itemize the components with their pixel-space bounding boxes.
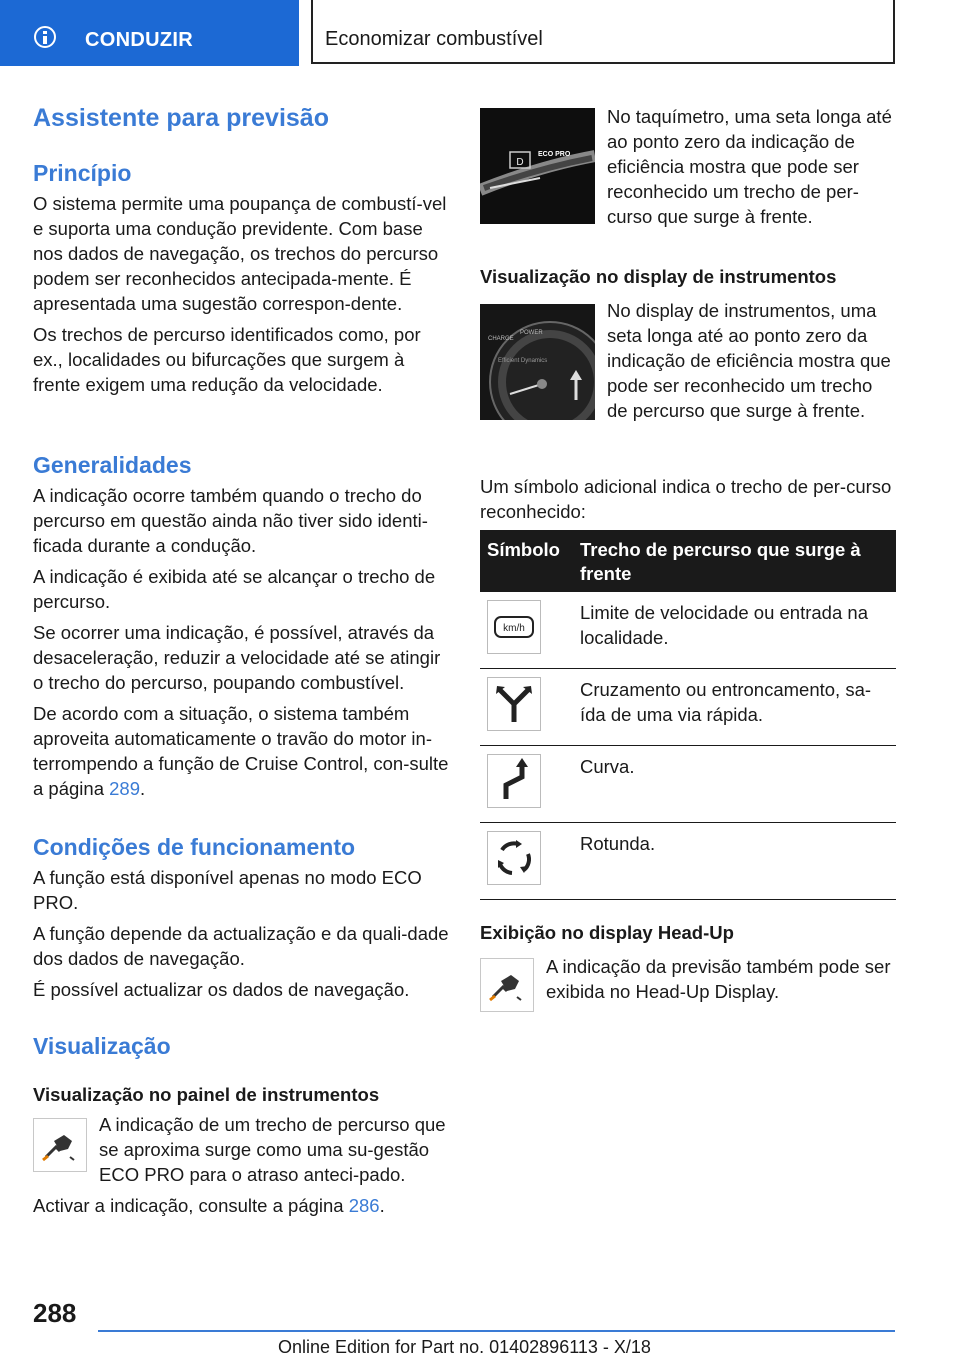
- header-section-label: CONDUZIR: [85, 29, 193, 51]
- principle-p1: O sistema permite uma poupança de combustí-vel e suporta uma condução previdente. Com base nos dados de navegação, os trechos do percurso podem ser reconhecidos antecipada-mente. É apresentada uma sugestão correspon-dente.: [33, 193, 447, 314]
- symbol-table: [480, 530, 896, 900]
- junction-icon: [487, 677, 541, 731]
- instrument-section: [480, 266, 896, 423]
- row-text: Cruzamento ou entroncamento, sa-ída de uma via rápida.: [573, 669, 896, 746]
- tacho-gear-label: D: [516, 157, 524, 168]
- general-p4: [33, 701, 449, 801]
- col-description-header: Trecho de percurso que surge à frente: [573, 530, 896, 592]
- hud-heading: Exibição no display Head-Up: [480, 922, 734, 943]
- instrument-heading: Visualização no display de instrumentos: [480, 266, 837, 287]
- display-heading: Visualização: [33, 1033, 171, 1059]
- row-text: Limite de velocidade ou entrada na localidade.: [573, 592, 896, 669]
- header-title: Economizar combustível: [325, 28, 543, 50]
- roundabout-icon: [487, 831, 541, 885]
- general-p4-text: De acordo com a situação, o sistema também aproveita automaticamente o travão do motor in-terrompendo a função de Cruise Control, con-sulte a página: [33, 703, 449, 799]
- hud-forecast-icon: [480, 958, 534, 1012]
- display-p2-text: Activar a indicação, consulte a página: [33, 1195, 349, 1216]
- hud-text: A indicação da previsão também pode ser exibida no Head-Up Display.: [546, 956, 891, 1002]
- tacho-text: No taquímetro, uma seta longa até ao ponto zero da indicação de eficiência mostra que pode ser reconhecido um trecho de per-curso que surge à frente.: [607, 106, 892, 227]
- footer-rule: [98, 1330, 895, 1332]
- general-p2: A indicação é exibida até se alcançar o trecho de percurso.: [33, 566, 436, 612]
- instr-charge-label: CHARGE: [488, 336, 514, 342]
- hud-section: [480, 922, 896, 1012]
- conditions-p2: A função depende da actualização e da quali-dade dos dados de navegação.: [33, 923, 449, 969]
- symbol-table-header: [480, 530, 896, 592]
- footer-edition: Online Edition for Part no. 01402896113 - X/18: [278, 1337, 651, 1357]
- principle-p2: Os trechos de percurso identificados como, por ex., localidades ou bifurcações que surgem à frente exigem uma redução da velocidade.: [33, 324, 421, 395]
- instrument-text: No display de instrumentos, uma seta longa até ao ponto zero da indicação de eficiência mostra que pode ser reconhecido um trecho de percurso que surge à frente.: [607, 300, 891, 421]
- table-row: [480, 592, 896, 669]
- page-link-286[interactable]: 286: [348, 1195, 380, 1216]
- page-number: 288: [33, 1298, 77, 1328]
- table-row: [480, 823, 896, 900]
- general-section: [33, 452, 449, 801]
- display-subheading: Visualização no painel de instrumentos: [33, 1084, 380, 1105]
- display-p2-end: .: [379, 1195, 385, 1216]
- display-section: [33, 1033, 449, 1218]
- col-symbol-header: Símbolo: [480, 530, 573, 592]
- table-row: [480, 669, 896, 746]
- principle-section: [33, 160, 449, 397]
- general-p4-end: .: [140, 778, 146, 799]
- table-row: [480, 746, 896, 823]
- page-link-289[interactable]: 289: [109, 778, 140, 799]
- general-p1: A indicação ocorre também quando o trecho do percurso em questão ainda não tiver sido identi-ficada durante a condução.: [33, 485, 428, 556]
- speed-limit-label: km/h: [503, 623, 525, 634]
- display-p1: A indicação de um trecho de percurso que se aproxima surge como uma su-gestão ECO PRO para o atraso anteci-pado.: [99, 1114, 446, 1185]
- display-p2: [33, 1193, 449, 1218]
- symbol-intro: Um símbolo adicional indica o trecho de per-curso reconhecido:: [480, 476, 892, 522]
- row-text: Rotunda.: [573, 823, 896, 900]
- conditions-p1: A função está disponível apenas no modo ECO PRO.: [33, 867, 422, 913]
- instr-efficient-label: Efficient Dynamics: [498, 358, 548, 364]
- tacho-eco-label: ECO PRO: [538, 151, 571, 158]
- symbol-section: [480, 474, 896, 900]
- conditions-p3: É possível actualizar os dados de navegação.: [33, 979, 410, 1000]
- speed-limit-icon: [487, 600, 541, 654]
- tacho-section: [480, 104, 896, 229]
- curve-icon: [487, 754, 541, 808]
- tachometer-image: [480, 108, 595, 224]
- principle-heading: Princípio: [33, 160, 132, 186]
- instr-power-label: POWER: [520, 330, 543, 336]
- conditions-section: [33, 834, 449, 1002]
- info-icon: [34, 26, 56, 48]
- forecast-hand-icon: [33, 1118, 87, 1172]
- instrument-display-image: [480, 304, 595, 420]
- conditions-heading: Condições de funcionamento: [33, 834, 356, 860]
- row-text: Curva.: [573, 746, 896, 823]
- page-title: Assistente para previsão: [33, 104, 329, 132]
- general-heading: Generalidades: [33, 452, 192, 478]
- general-p3: Se ocorrer uma indicação, é possível, através da desaceleração, reduzir a velocidade até se atingir o trecho do percurso, poupando combustível.: [33, 622, 441, 693]
